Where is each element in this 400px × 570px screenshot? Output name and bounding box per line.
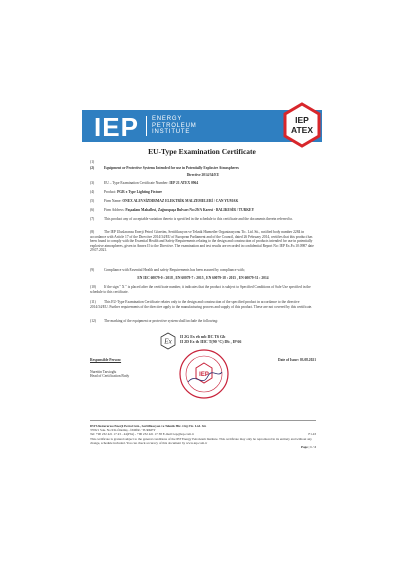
- line-7: (7) This product any of acceptable variation thereto is specified in the schedule to this certificate and the documents therein referred to.: [90, 217, 294, 221]
- footer-divider: [90, 420, 316, 421]
- line-8: (8) The IEP Uluslararası Enerji Petrol Gözetim, Sertifikasyon ve Teknik Hizmetler Organizasyonu Tic. Ltd. Sti., notified body number 2284 in accordance with Article 17 of the Directive 2014/34/EU of European Parliament and of the Council, dated 26 February 2014, certifies that this product has been found to comply with the Essential Health and Safety Requirements relating to the design and construction of products intended for use in potentially explosive atmospheres, given in Annex II to the Directive. The examination and test results are recorded in confidential Report No: IEP Ex.Fo.10.0987 date 29.07.2021.: [90, 230, 314, 253]
- directive: Directive 2014/34/EU: [186, 173, 220, 177]
- atex-logo-icon: [282, 102, 322, 148]
- footer-contact: Tel: +90 232 421 17 43 - 44(Pbx) - +90 232 421 17 38 E-mail: iep@iep.com.tr F1.43: [90, 432, 316, 437]
- line-5: (5) Firm Name: ONEX ALEVSİZDIRMAZ ELEKTRİK MALZEMELERİ / CAN YUMAK: [90, 199, 239, 203]
- responsible-block: [90, 358, 190, 379]
- brand-name-line2: PETROLEUM: [152, 122, 197, 129]
- standards-list: EN IEC 60079-0 : 2018 , EN 60079-7 : 2015 , EN 60079-18 : 2015 , EN 60079-31 : 2014: [137, 276, 269, 280]
- page-number: Page | 1 / 2: [300, 445, 316, 450]
- responsible-label: Responsible Person:: [90, 358, 122, 362]
- marking-lines: [180, 334, 241, 344]
- brand-name: [152, 116, 197, 136]
- line-2: (2) Equipment or Protective Systems Intended for use in Potentially Explosive Atmospheres: [90, 166, 239, 170]
- line-1: (1): [90, 160, 95, 164]
- certificate-sheet: [82, 102, 322, 454]
- responsible-title: Head of Certification Body: [90, 374, 130, 379]
- brand-name-line3: INSTITUTE: [152, 129, 191, 135]
- line-10: (10) If the sign " X " is placed after the certificate number, it indicates that the product is subject to Specified Conditions of Safe Use specified in the schedule to this certificate.: [90, 285, 311, 294]
- footer-address: 3706/1 Sok. No:9 K.Ödemiş - İZMİR / TURKEY: [90, 428, 156, 433]
- date-of-issue: Date of Issue: 03.08.2021: [277, 358, 316, 362]
- responsible-name: Nurettin Tarsioglu: [90, 369, 117, 374]
- atex-logo-top: IEP: [295, 115, 309, 125]
- line-3: (3) EU – Type Examination Certificate Number: IEP 21 ATEX 0964: [90, 181, 199, 185]
- marking-dust: II 2D Ex tb IIIC T(90 °C) Db , IP 66: [180, 339, 242, 344]
- line-11: (11) This EU-Type Examination Certificate relates only to the design and construction of the specified product in accordance to the directive 2014/34/EU. Further requirements of the directive apply to the manufacturing process and supply of this product. These are not covered by this certificate.: [90, 300, 313, 309]
- line-12: (12) The marking of the equipment or protective system shall include the following:: [90, 319, 219, 323]
- line-9: (9) Compliance with Essential Health and safety Requirements has been assured by compliance with;: [90, 268, 245, 272]
- brand-name-line1: ENERGY: [152, 116, 183, 122]
- stamp-text: IEP: [199, 372, 209, 378]
- footer-disclaimer: This certificate is granted subject to the general conditions of the IEP Energy Petroleum Institute. This certificate may only be reproduced in its entirety and without any change, schedule included. You can check accuracy of this document by www.iep.com.tr: [90, 436, 312, 445]
- line-4: (4) Product: PGR x Type Lighting Fixture: [90, 190, 163, 194]
- footer-company: IEP Uluslararası Enerji Petrol Göz., Sertifikasyon ve Teknik Hiz. Org.Tic. Ltd. Sti.: [90, 424, 207, 428]
- line-6: (6) Firm Address: Paşaalanı Mahallesi, Zağnospaşa Bulvarı No:29/A Karesi - BALIKESİR / TURKEY: [90, 208, 255, 212]
- footer: [90, 424, 316, 449]
- svg-text:Ex: Ex: [164, 337, 172, 346]
- ex-hexagon-icon: [160, 332, 176, 350]
- atex-logo-bottom: ATEX: [290, 125, 314, 135]
- certificate-title: EU-Type Examination Certificate: [148, 147, 256, 156]
- official-stamp-icon: [178, 348, 230, 400]
- brand-abbr: IEP: [94, 112, 139, 142]
- banner-divider: [146, 116, 147, 136]
- marking-gas: II 2G Ex eb mb IIC T6 Gb: [180, 334, 226, 339]
